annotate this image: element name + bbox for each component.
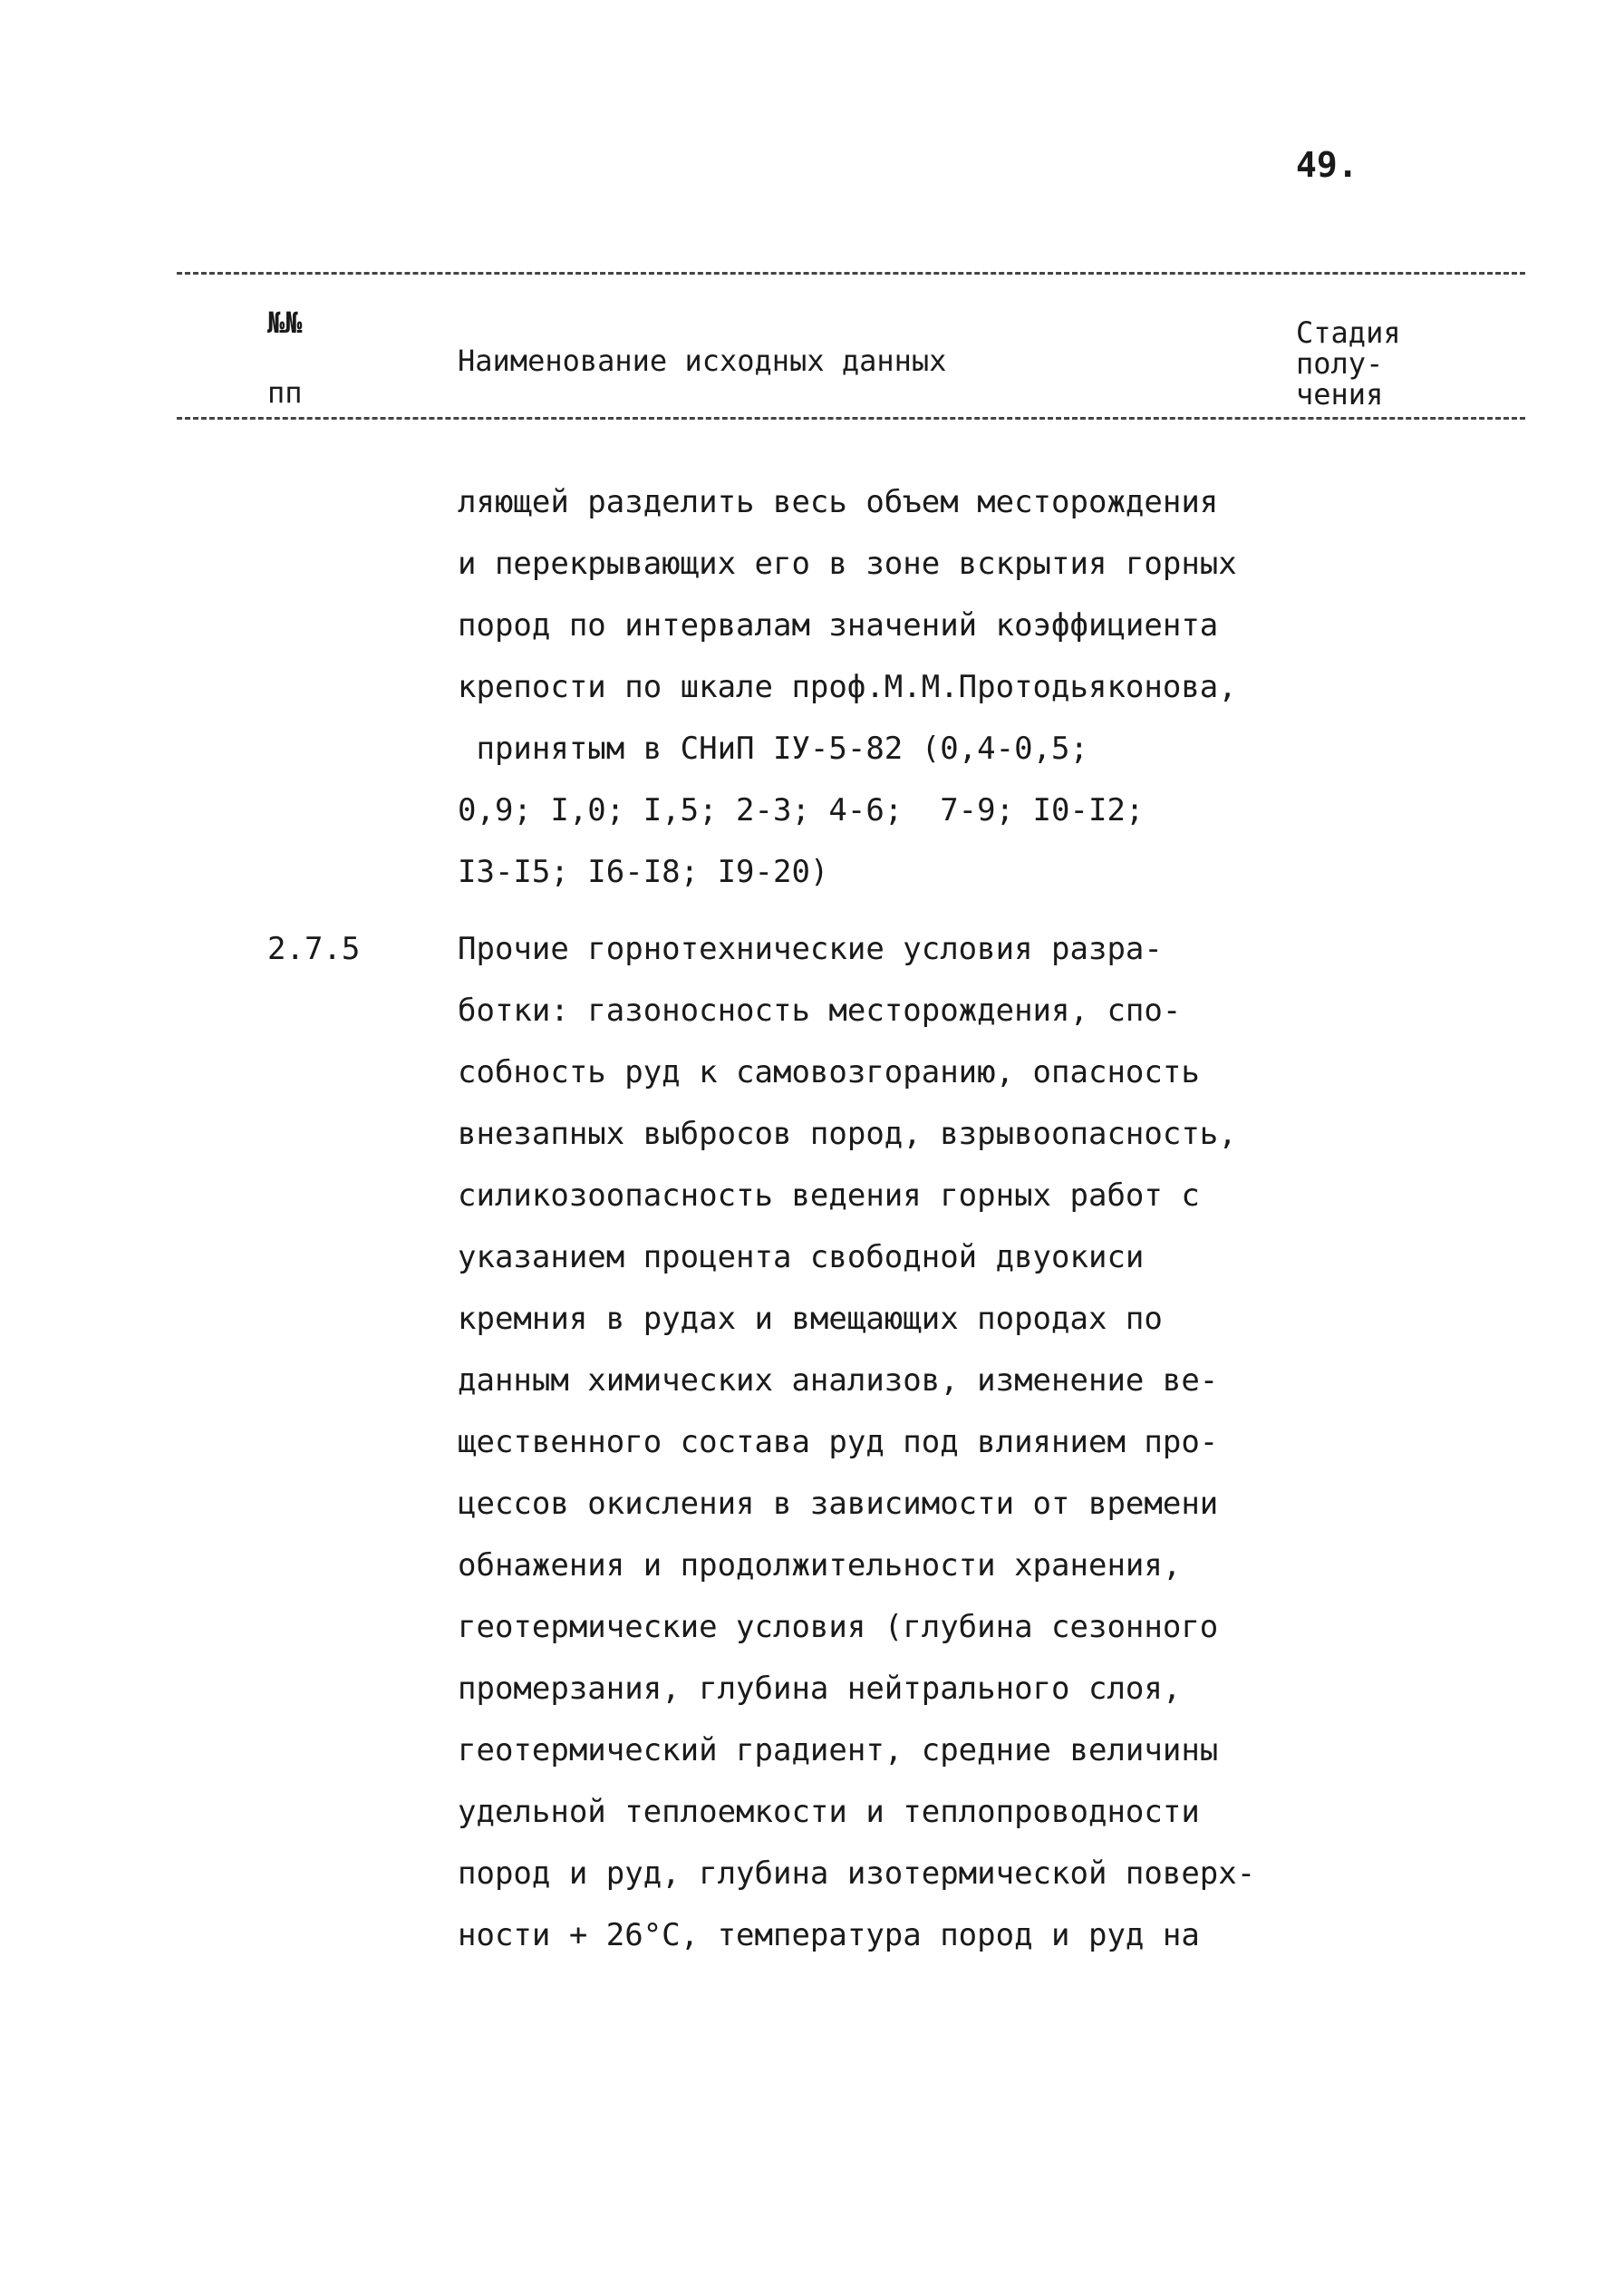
stage-header-line: полу- — [1296, 346, 1384, 381]
text-line: геотермические условия (глубина сезонного — [458, 1609, 1219, 1645]
text-line: силикозоопасность ведения горных работ с — [458, 1177, 1200, 1214]
text-line: 0,9; I,0; I,5; 2-3; 4-6; 7-9; I0-I2; — [458, 792, 1145, 828]
page-number: 49. — [1296, 145, 1358, 185]
text-line: Прочие горнотехнические условия разра- — [458, 931, 1163, 967]
stage-column-header — [1296, 317, 1495, 410]
name-column-header: Наименование исходных данных — [458, 344, 947, 378]
continuation-text — [458, 471, 1491, 903]
number-column-header-abbrev: пп — [267, 375, 303, 410]
text-line: удельной теплоемкости и теплопроводности — [458, 1794, 1200, 1830]
stage-header-line: чения — [1296, 377, 1384, 412]
text-line: промерзания, глубина нейтрального слоя, — [458, 1671, 1182, 1707]
text-line: указанием процента свободной двуокиси — [458, 1239, 1145, 1275]
text-line: ности + 26°С, температура пород и руд на — [458, 1917, 1200, 1953]
item-number: 2.7.5 — [267, 931, 361, 967]
text-line: геотермический градиент, средние величины — [458, 1732, 1219, 1768]
text-line: собность руд к самовозгоранию, опасность — [458, 1054, 1200, 1090]
text-line: щественного состава руд под влиянием про- — [458, 1424, 1219, 1460]
number-column-header: №№ — [267, 305, 303, 340]
text-line: внезапных выбросов пород, взрывоопасность, — [458, 1116, 1237, 1152]
stage-header-line: Стадия — [1296, 315, 1401, 350]
item-text — [458, 918, 1491, 1966]
text-line: принятым в СНиП IУ-5-82 (0,4-0,5; — [458, 731, 1088, 767]
text-line: обнажения и продолжительности хранения, — [458, 1547, 1182, 1584]
text-line: цессов окисления в зависимости от времени — [458, 1486, 1219, 1522]
text-line: пород и руд, глубина изотермической поверх- — [458, 1855, 1256, 1892]
header-bottom-rule — [177, 417, 1525, 420]
text-line: и перекрывающих его в зоне вскрытия горных — [458, 546, 1237, 582]
text-line: данным химических анализов, изменение ве- — [458, 1362, 1219, 1399]
text-line: пород по интервалам значений коэффициента — [458, 607, 1219, 644]
text-line: кремния в рудах и вмещающих породах по — [458, 1301, 1163, 1337]
text-line: ботки: газоносность месторождения, спо- — [458, 993, 1182, 1029]
text-line: I3-I5; I6-I8; I9-20) — [458, 854, 829, 890]
header-top-rule — [177, 272, 1525, 275]
text-line: крепости по шкале проф.М.М.Протодьяконова, — [458, 669, 1237, 705]
text-line: ляющей разделить весь объем месторождения — [458, 484, 1219, 520]
